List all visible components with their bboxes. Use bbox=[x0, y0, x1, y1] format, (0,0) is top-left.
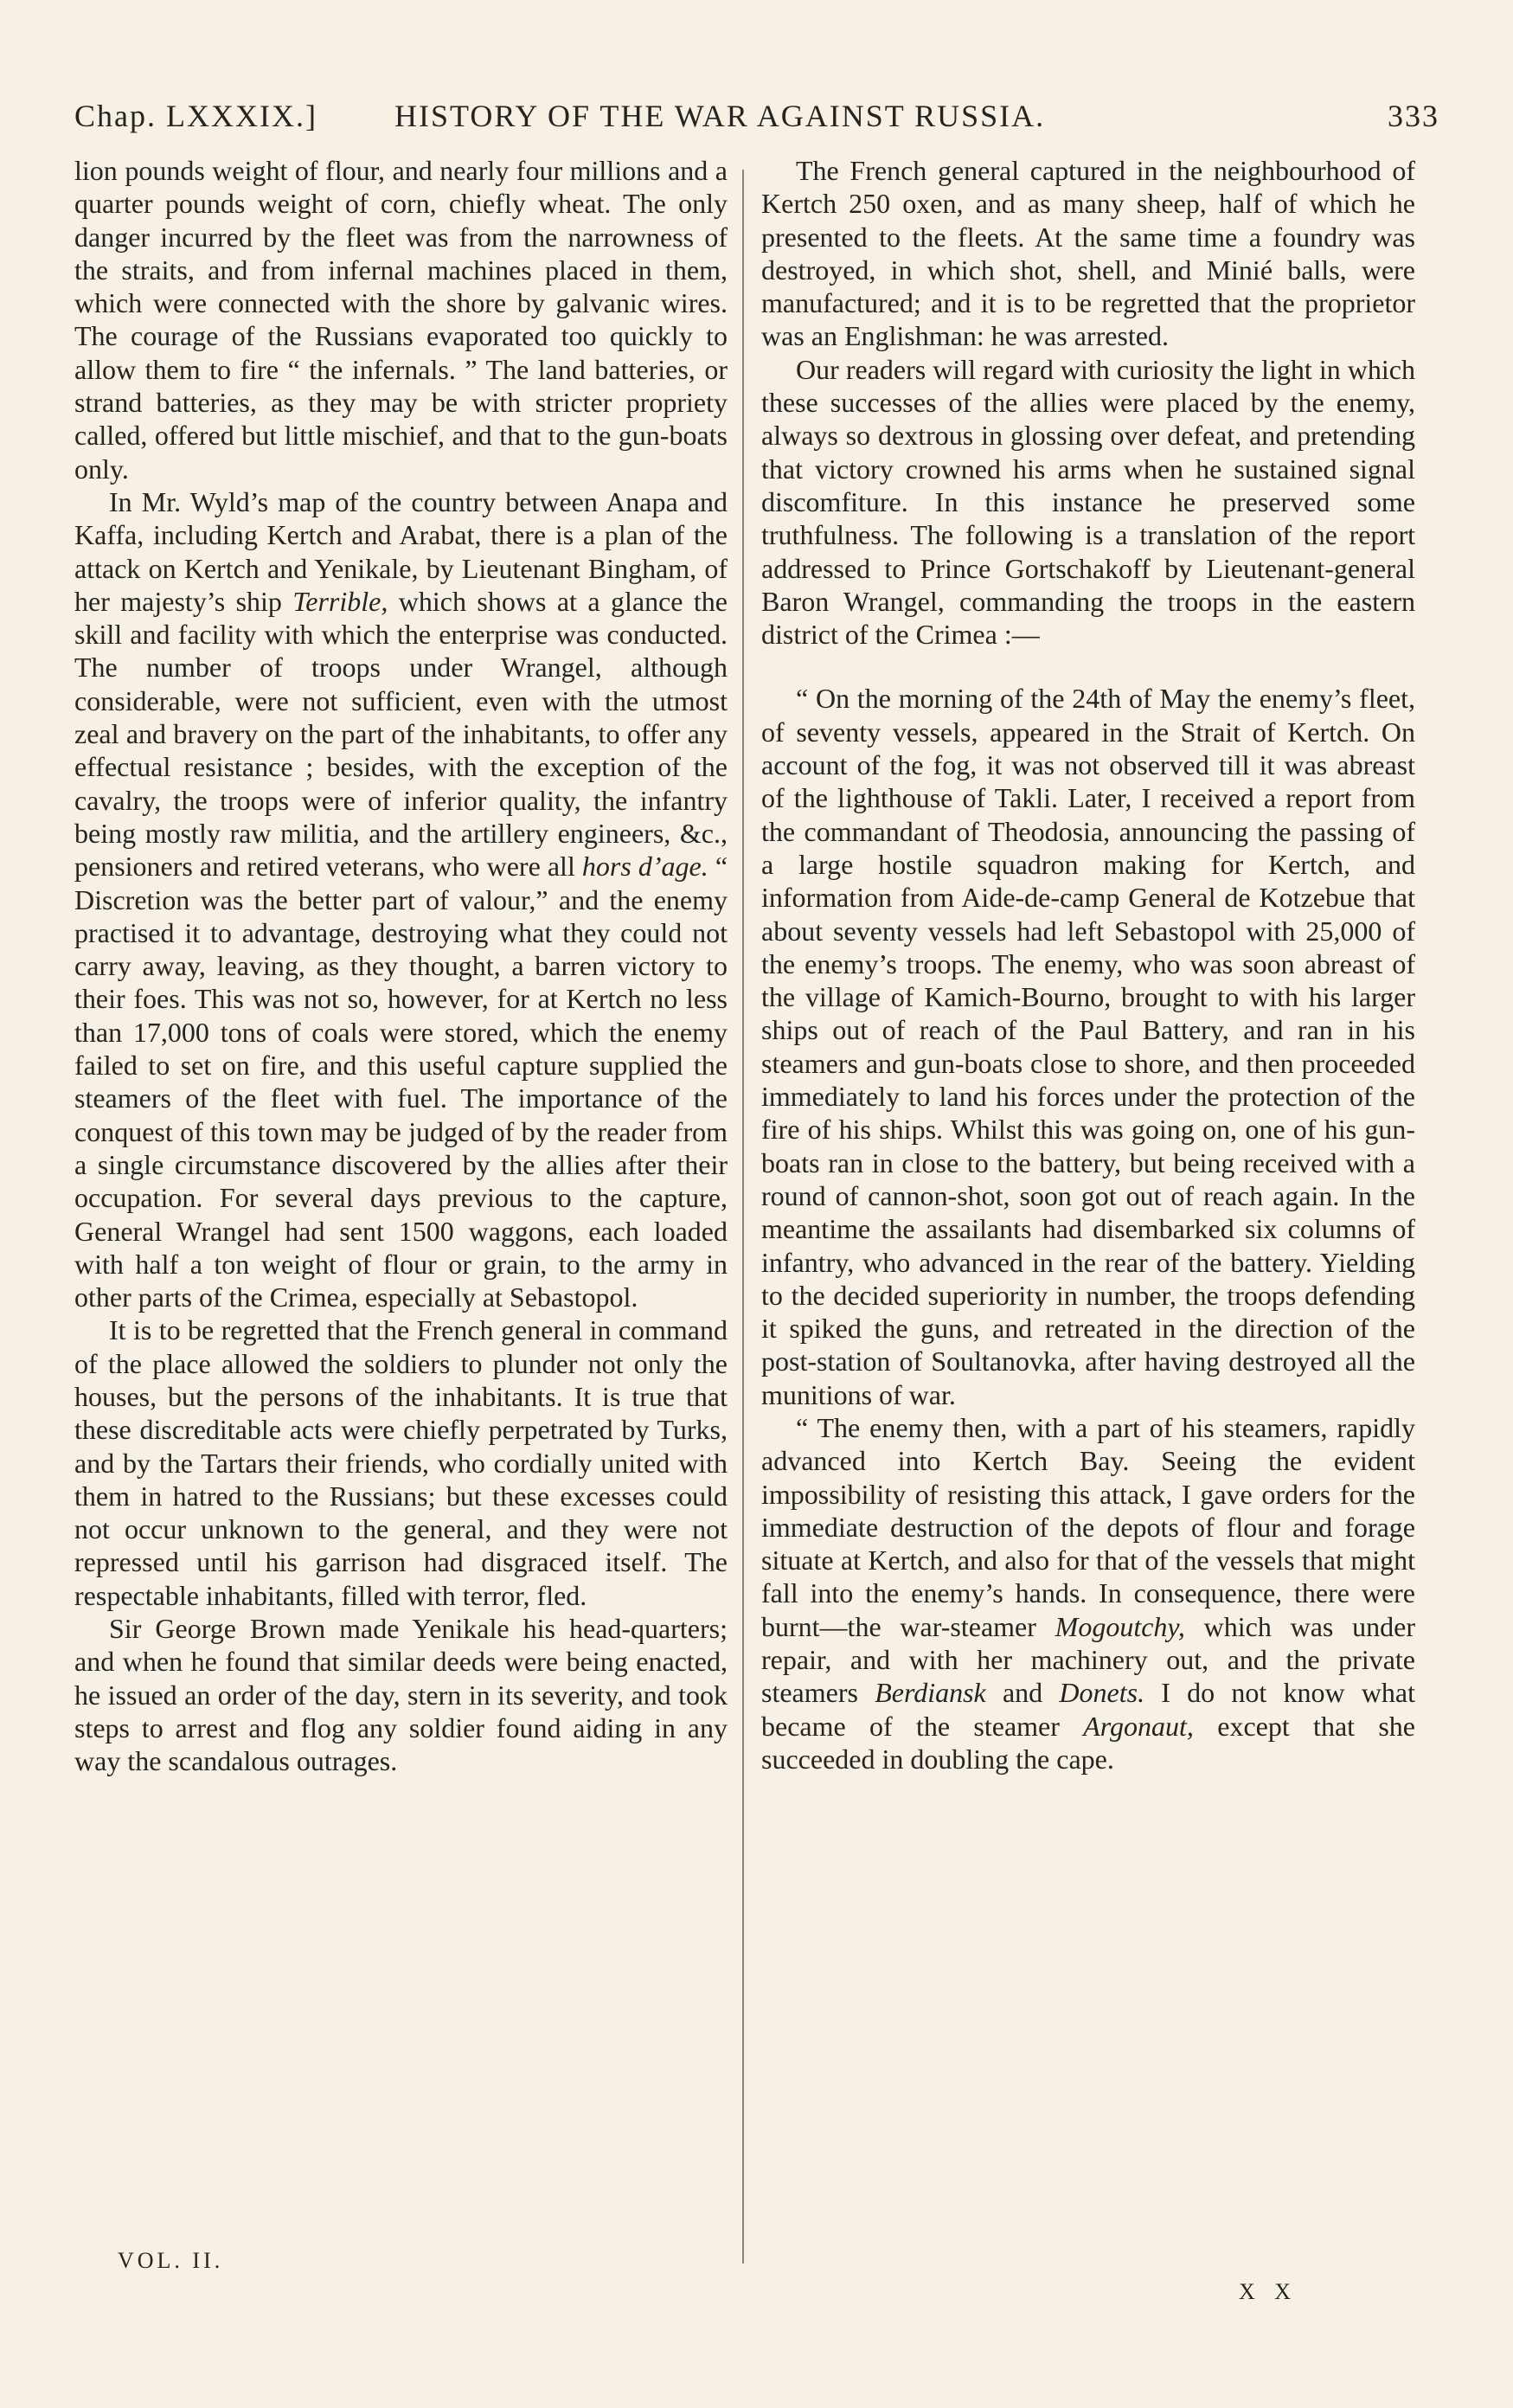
quoted-report-paragraph: “ On the morning of the 24th of May the enemy’s fleet, of seventy vessels, appeared in the Strait of Kertch. On account of the fog, it was not observed till it was abreast of the lighthouse of Takli. Later, I received a report from the commandant of Theodosia, announcing the passing of a large hostile squadron making for Kertch, and information from Aide-de-camp General de Kotzebue that about seventy vessels had left Sebastopol with 25,000 of the enemy’s troops. The enemy, who was soon abreast of the village of Kamich-Bourno, brought to with his larger ships out of reach of the Paul Battery, and ran in his steamers and gun-boats close to shore, and then proceeded immediately to land his forces under the protection of the fire of his ships. Whilst this was going on, one of his gun-boats ran in close to the battery, but being received with a round of cannon-shot, soon got out of reach again. In the meantime the assailants had disembarked six columns of infantry, who advanced in the rear of the battery. Yielding to the decided superiority in number, the troops defending it spiked the guns, and retreated in the direction of the post-station of Soultanovka, after having destroyed all the munitions of war. bbox=[761, 683, 1415, 1410]
ship-name: Donets. bbox=[1059, 1677, 1145, 1709]
running-title: HISTORY OF THE WAR AGAINST RUSSIA. bbox=[394, 99, 1046, 133]
paragraph: lion pounds weight of flour, and nearly four millions and a quarter pounds weight of corn, chiefly wheat. The only danger incurred by the fleet was from the narrowness of the straits, and from infernal machines placed in them, which were connected with the shore by galvanic wires. The courage of the Russians evaporated too quickly to allow them to fire “ the infernals. ” The land batteries, or strand batteries, as they may be with stricter propriety called, offered but little mischief, and that to the gun-boats only. bbox=[74, 155, 728, 485]
column-divider bbox=[742, 170, 744, 2264]
ship-name: Argonaut, bbox=[1083, 1710, 1194, 1742]
text-run: which shows at a glance the skill and facility with which the enterprise was conducted. The number of troops under Wrangel, although considerable, were not sufficient, even with the utmost zeal and bravery on the part of the inhabitants, to offer any effectual resistance ; besides, with the exception of the cavalry, the troops were of inferior quality, the infantry being mostly raw militia, and the artillery engineers, &c., pensioners and retired veterans, who were all bbox=[74, 585, 728, 883]
text-run: In Mr. Wyld’s map of the country between Anapa and Kaffa, including Kertch and Arabat, there is a plan of the attack on Kertch and Yenikale, by Lieutenant Bingham, of her majesty’s ship bbox=[74, 485, 728, 617]
left-column bbox=[74, 154, 728, 1778]
paragraph bbox=[74, 485, 728, 1313]
text-run: which was under repair, and with her machinery out, and the private steamers bbox=[761, 1610, 1416, 1709]
paragraph: Our readers will regard with curiosity the light in which these successes of the allies were placed by the enemy, always so dextrous in glossing over defeat, and pretending that victory crowned his arms when he sustained signal discomfiture. In this instance he preserved some truthfulness. The following is a translation of the report addressed to Prince Gortschakoff by Lieutenant-general Baron Wrangel, commanding the troops in the eastern district of the Crimea :— bbox=[761, 353, 1415, 651]
paragraph: Sir George Brown made Yenikale his head-quarters; and when he found that similar deeds were being enacted, he issued an order of the day, stern in its severity, and took steps to arrest and flog any soldier found aiding in any way the scandalous outrages. bbox=[74, 1613, 728, 1777]
paragraph: The French general captured in the neighbourhood of Kertch 250 oxen, and as many sheep, half of which he presented to the fleets. At the same time a foundry was destroyed, in which shot, shell, and Minié balls, were manufactured; and it is to be regretted that the proprietor was an Englishman: he was arrested. bbox=[761, 155, 1415, 352]
text-run: I do not know what became of the steamer bbox=[761, 1677, 1416, 1742]
text-run: “ The enemy then, with a part of his steamers, rapidly advanced into Kertch Bay. Seeing the evident impossibility of resisting this attack, I gave orders for the immediate destruction of the depots of flour and forage situate at Kertch, and also for that of the vessels that might fall into the enemy’s hands. In consequence, there were burnt—the war-steamer bbox=[761, 1411, 1415, 1642]
italic-phrase: hors d’age. bbox=[581, 851, 708, 883]
ship-name: Terrible, bbox=[292, 585, 388, 617]
page-number: 333 bbox=[1388, 99, 1439, 133]
text-run: and bbox=[985, 1677, 1060, 1709]
paragraph: It is to be regretted that the French general in command of the place allowed the soldiers to plunder not only the houses, but the persons of the inhabitants. It is true that these discreditable acts were chiefly perpetrated by Turks, and by the Tartars their friends, who cordially united with them in hatred to the Russians; but these excesses could not occur unknown to the general, and they were not repressed until his garrison had disgraced itself. The respectable inhabitants, filled with terror, fled. bbox=[74, 1314, 728, 1611]
quoted-report-paragraph bbox=[761, 1411, 1415, 1775]
right-column bbox=[761, 154, 1415, 1775]
chapter-label: Chap. LXXXIX.] bbox=[74, 99, 317, 133]
text-run: except that she succeeded in doubling the cape. bbox=[761, 1710, 1416, 1775]
text-run: “ Discretion was the better part of valour,” and the enemy practised it to advantage, destroying what they could not carry away, leaving, as they thought, a barren victory to their foes. This was not so, however, for at Kertch no less than 17,000 tons of coals were stored, which the enemy failed to set on fire, and this useful capture supplied the steamers of the fleet with fuel. The importance of the conquest of this town may be judged of by the reader from a single circumstance discovered by the allies after their occupation. For several days previous to the capture, General Wrangel had sent 1500 waggons, each loaded with half a ton weight of flour or grain, to the army in other parts of the Crimea, especially at Sebastopol. bbox=[74, 851, 728, 1313]
signature-mark: X X bbox=[1239, 2279, 1298, 2304]
ship-name: Mogoutchy, bbox=[1055, 1610, 1185, 1642]
volume-label: VOL. II. bbox=[118, 2248, 224, 2273]
ship-name: Berdiansk bbox=[875, 1677, 986, 1709]
running-header bbox=[74, 93, 1439, 138]
